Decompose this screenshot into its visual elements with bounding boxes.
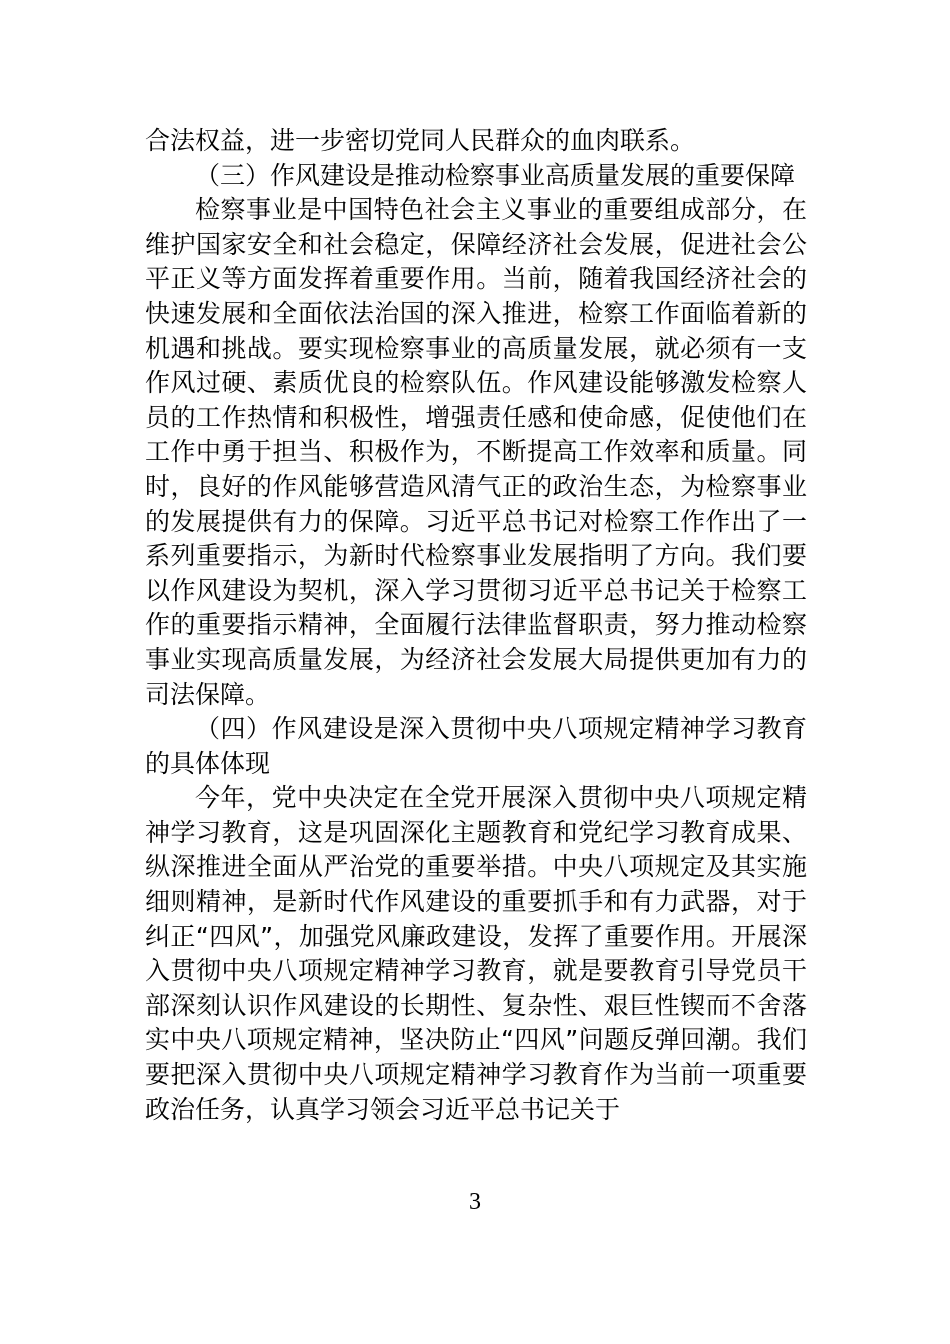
section-heading-3: （三）作风建设是推动检察事业高质量发展的重要保障: [195, 160, 796, 190]
section-heading-4: （四）作风建设是深入贯彻中央八项规定精神学习教育的具体体现: [145, 714, 807, 778]
page-number: 3: [469, 1189, 481, 1215]
document-body: [145, 124, 807, 1127]
paragraph-body: 今年，党中央决定在全党开展深入贯彻中央八项规定精神学习教育，这是巩固深化主题教育和党纪学习教育成果、纵深推进全面从严治党的重要举措。中央八项规定及其实施细则精神，是新时代作风建设的重要抓手和有力武器，对于纠正“四风”，加强党风廉政建设，发挥了重要作用。开展深入贯彻中央八项规定精神学习教育，就是要教育引导党员干部深刻认识作风建设的长期性、复杂性、艰巨性锲而不舍落实中央八项规定精神，坚决防止“四风”问题反弹回潮。我们要把深入贯彻中央八项规定精神学习教育作为当前一项重要政治任务，认真学习领会习近平总书记关于: [145, 783, 807, 1124]
paragraph-continuation: 合法权益，进一步密切党同人民群众的血肉联系。: [145, 126, 696, 155]
paragraph-body: 检察事业是中国特色社会主义事业的重要组成部分，在维护国家安全和社会稳定，保障经济社会发展，促进社会公平正义等方面发挥着重要作用。当前，随着我国经济社会的快速发展和全面依法治国的深入推进，检察工作面临着新的机遇和挑战。要实现检察事业的高质量发展，就必须有一支作风过硬、素质优良的检察队伍。作风建设能够激发检察人员的工作热情和积极性，增强责任感和使命感，促使他们在工作中勇于担当、积极作为，不断提高工作效率和质量。同时，良好的作风能够营造风清气正的政治生态，为检察事业的发展提供有力的保障。习近平总书记对检察工作作出了一系列重要指示，为新时代检察事业发展指明了方向。我们要以作风建设为契机，深入学习贯彻习近平总书记关于检察工作的重要指示精神，全面履行法律监督职责，努力推动检察事业实现高质量发展，为经济社会发展大局提供更加有力的司法保障。: [145, 195, 807, 709]
